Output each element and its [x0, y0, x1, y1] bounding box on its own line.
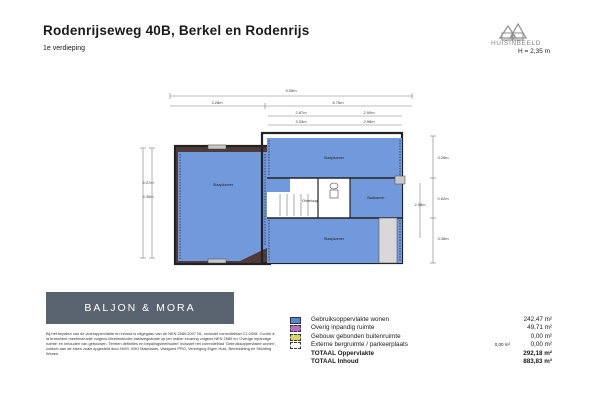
- dim-right-3: 0.62m: [437, 196, 449, 201]
- room-label: Slaapkamer: [323, 237, 345, 241]
- floor-label: 1e verdieping: [43, 45, 86, 52]
- floor-plan: [142, 88, 480, 273]
- ceiling-height-note: H = 2,35 m: [518, 48, 550, 55]
- legend-swatch: [290, 325, 301, 332]
- dim-width-mid-a: 2.87m: [295, 110, 307, 115]
- summary-row: Externe bergruimte / parkeerplaats 0,00 m² 0,00 m²: [290, 341, 552, 349]
- legend-swatch: [290, 317, 301, 324]
- dim-total-width: 9.55m: [285, 88, 297, 93]
- dim-left-depth-a: 6.07m: [142, 180, 154, 185]
- total-volume-row: TOTAAL Inhoud 883,83 m³: [311, 357, 552, 365]
- summary-row: Gebruiksoppervlakte wonen 242,47 m²: [290, 316, 552, 324]
- dim-left-depth-b: 4.39m: [142, 194, 154, 199]
- room-label: Badkamer: [367, 196, 385, 200]
- dim-right-2: 2.38m: [414, 202, 426, 207]
- dim-width-left: 3.28m: [211, 100, 223, 105]
- page-title: Rodenrijseweg 40B, Berkel en Rodenrijs: [43, 23, 310, 38]
- summary-row: Gebouw gebonden buitenruimte 0,00 m²: [290, 333, 552, 341]
- dim-width-right: 6.76m: [332, 100, 344, 105]
- agency-logo: [46, 292, 234, 324]
- total-area-row: TOTAAL Oppervlakte 292,18 m²: [311, 349, 552, 357]
- area-summary: [290, 316, 552, 366]
- room-label: Slaapkamer: [212, 183, 234, 187]
- measurement-disclaimer: Bij het bepalen van de vloeroppervlakte en inhoud is uitgegaan van de NEN 2580:2007 NL, inclusief correctieblad C1:2008. Contre à la branchent meetinstructie volgens Meetinstructie basisregistratie op per mailer ervaring volgens NEN 2580 en 'Overige inpandige ruimte' en inhouden van gebouwen. Termen definities en bepalingsmethoden' inclusief het correctieblad 'Gebruiksoppervlakte wonen', voldoet aan de eisen zoals opgesteld door NVM, VBO Makelaars, Vastgoed PRO, Vereniging Eigen Huis, Bemiddeling en Stichting Wonen.: [46, 331, 276, 356]
- dim-width-mid-d: 2.98m: [363, 119, 375, 124]
- room-label: Slaapkamer: [323, 156, 345, 160]
- agency-name: BALJON & MORA: [84, 302, 196, 314]
- logo-wordmark: HUISINBEELD: [491, 40, 541, 47]
- legend-swatch: [290, 342, 301, 349]
- summary-row: Overig inpandig ruimte 49,71 m²: [290, 324, 552, 332]
- dim-right-4: 3.38m: [437, 236, 449, 241]
- legend-swatch: [290, 334, 301, 341]
- dim-width-mid-c: 3.33m: [295, 119, 307, 124]
- dim-width-mid-b: 2.90m: [363, 110, 375, 115]
- dim-right-1: 3.28m: [437, 155, 449, 160]
- room-label: Overloop: [302, 199, 318, 203]
